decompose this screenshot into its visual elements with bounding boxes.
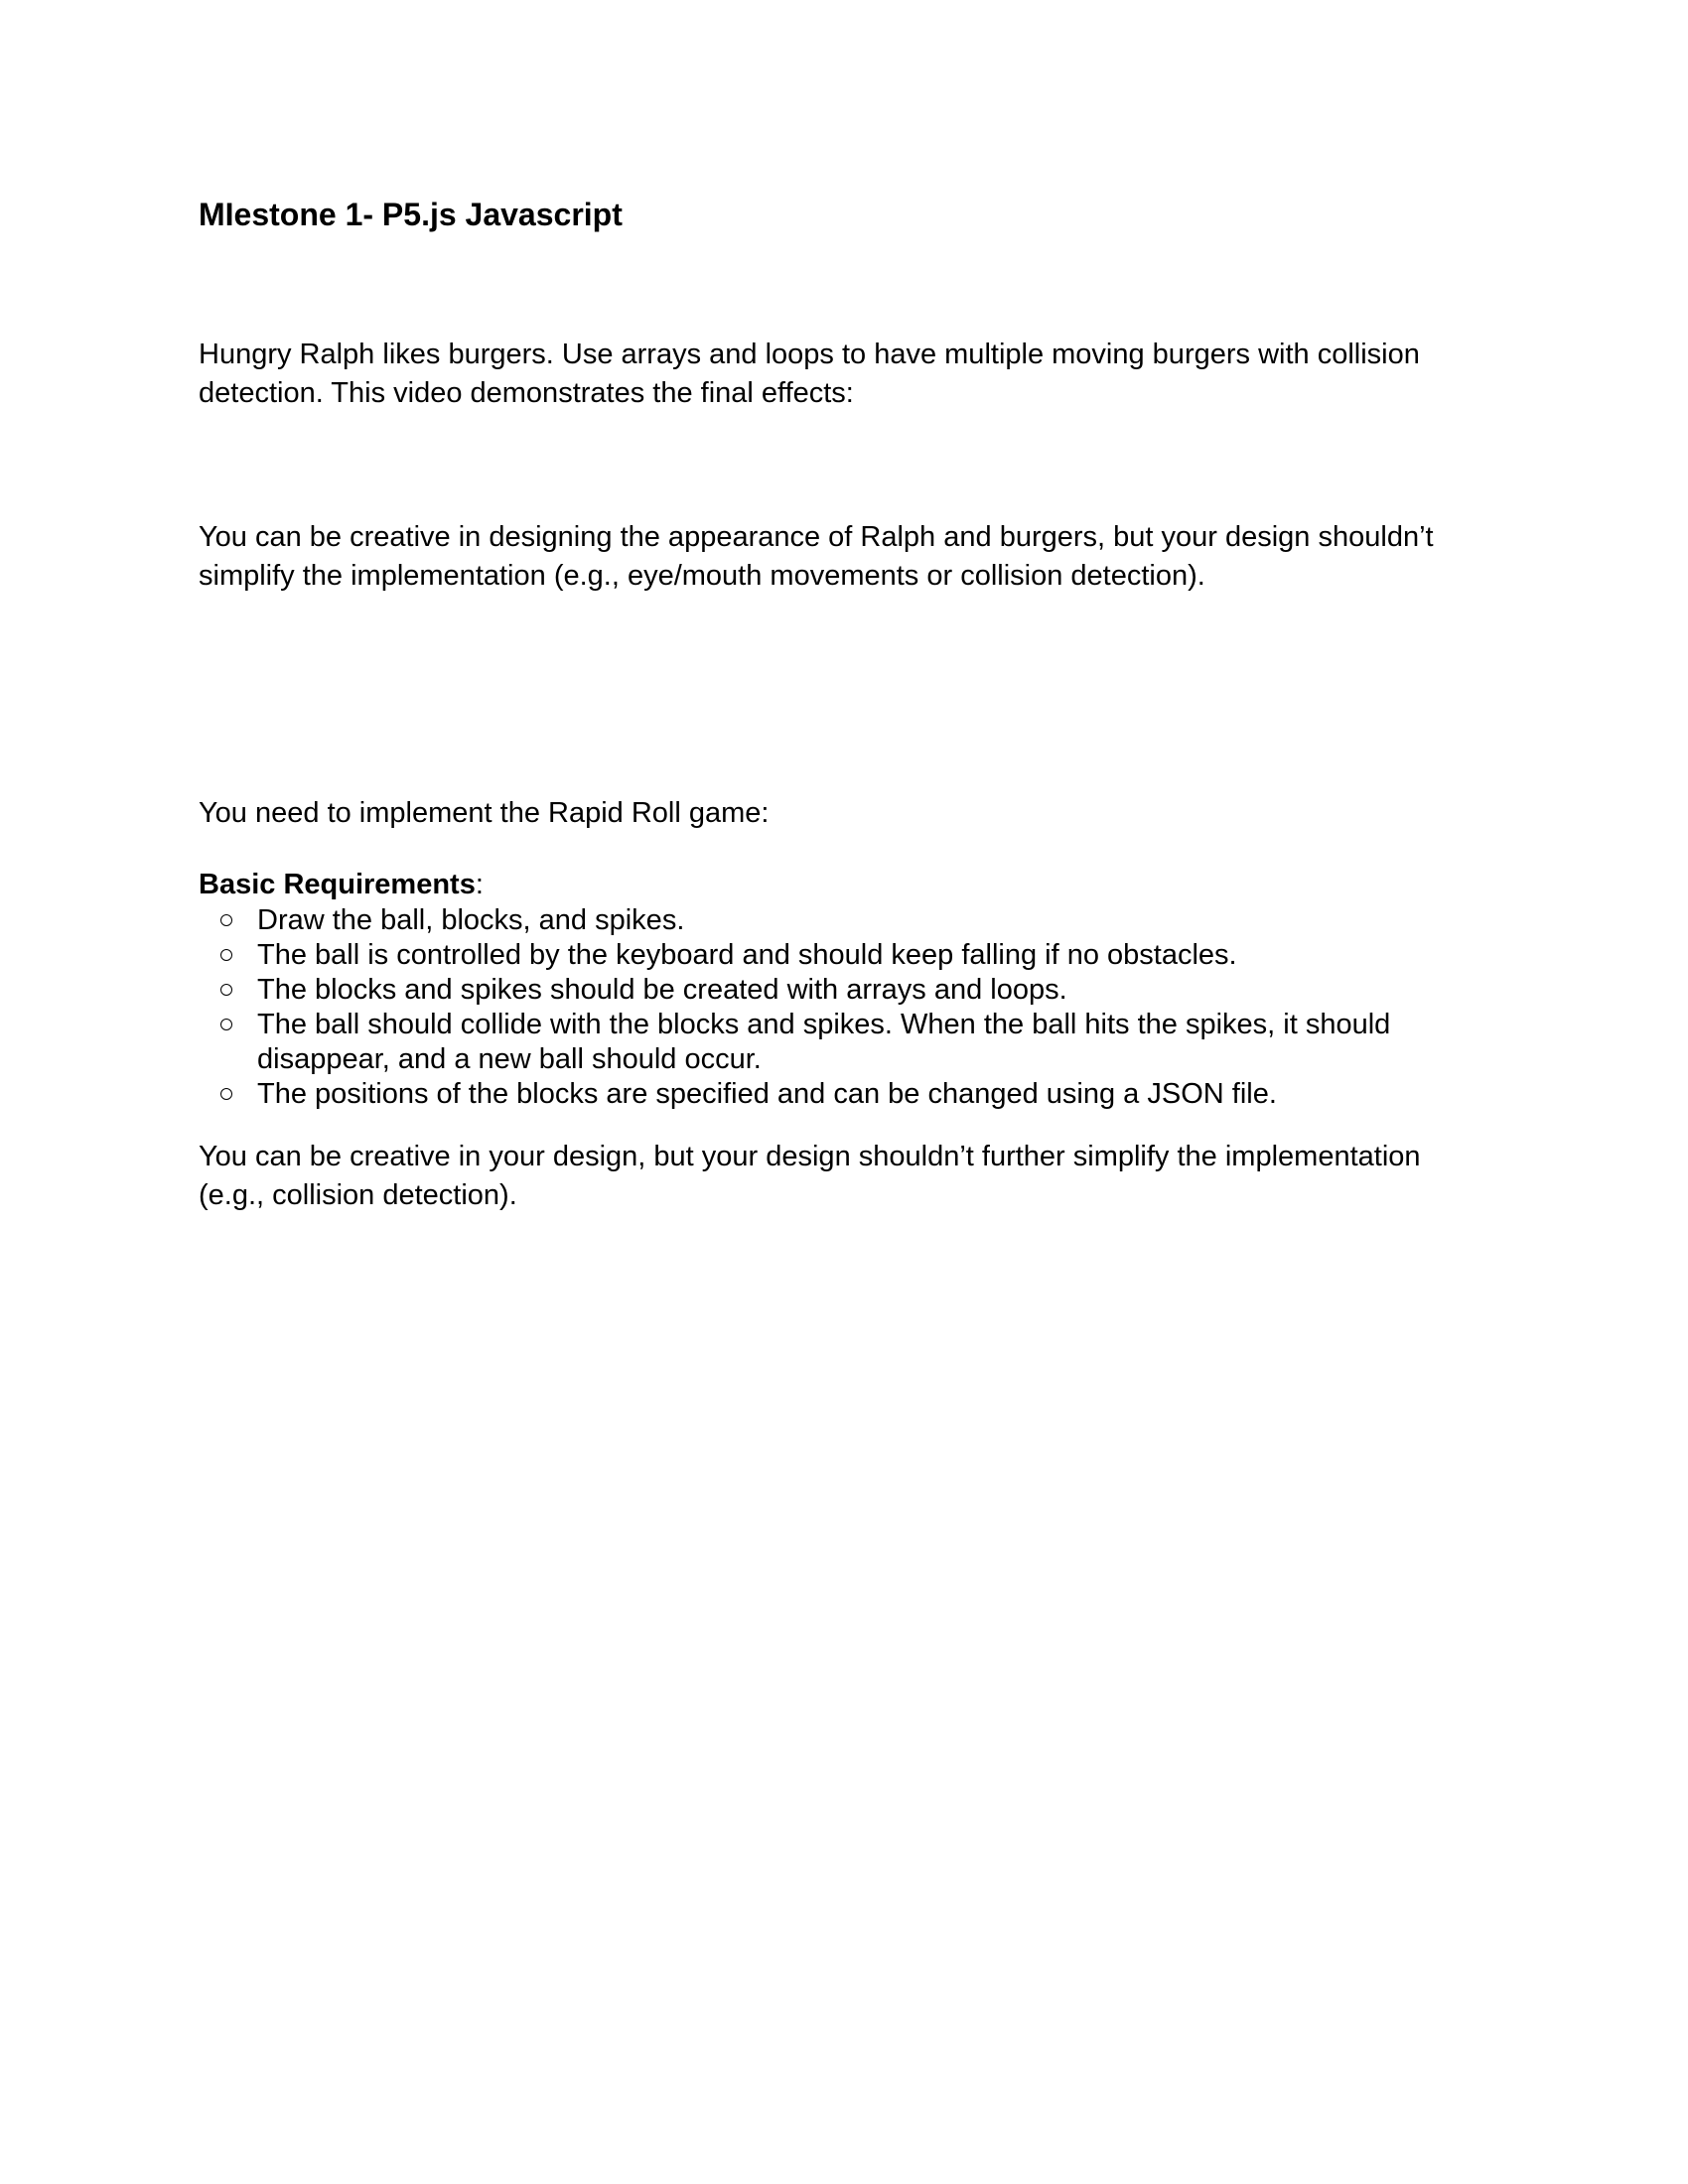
creative-note-paragraph-2: You can be creative in your design, but your design shouldn’t further simplify the implementation (e.g., collision detection). [199,1141,1421,1211]
list-item [199,1008,1489,1077]
list-item [199,973,1489,1008]
list-item [199,938,1489,973]
bullet-circle-icon [220,914,232,926]
bullet-circle-icon [220,949,232,961]
bullet-circle-icon [220,984,232,996]
intro-paragraph: Hungry Ralph likes burgers. Use arrays and loops to have multiple moving burgers with collision detection. This video demonstrates the final effects: [199,339,1420,409]
requirement-text: Draw the ball, blocks, and spikes. [257,904,685,936]
requirements-heading: Basic Requirements [199,869,476,900]
rapid-roll-intro: You need to implement the Rapid Roll game: [199,797,770,829]
list-item [199,1077,1489,1112]
requirement-text: The ball should collide with the blocks and spikes. When the ball hits the spikes, it should disappear, and a new ball should occur. [257,1009,1391,1075]
document-title: MIestone 1- P5.js Javascript [199,197,623,232]
requirements-heading-line [199,867,484,902]
bullet-circle-icon [220,1088,232,1100]
bullet-circle-icon [220,1019,232,1030]
requirement-text: The ball is controlled by the keyboard and should keep falling if no obstacles. [257,939,1237,971]
requirements-list [199,903,1489,1112]
requirements-heading-colon: : [475,869,484,900]
list-item [199,903,1489,938]
requirement-text: The positions of the blocks are specified and can be changed using a JSON file. [257,1078,1277,1110]
creative-note-paragraph: You can be creative in designing the appearance of Ralph and burgers, but your design shouldn’t simplify the implementation (e.g., eye/mouth movements or collision detection). [199,521,1434,592]
requirement-text: The blocks and spikes should be created with arrays and loops. [257,974,1067,1006]
